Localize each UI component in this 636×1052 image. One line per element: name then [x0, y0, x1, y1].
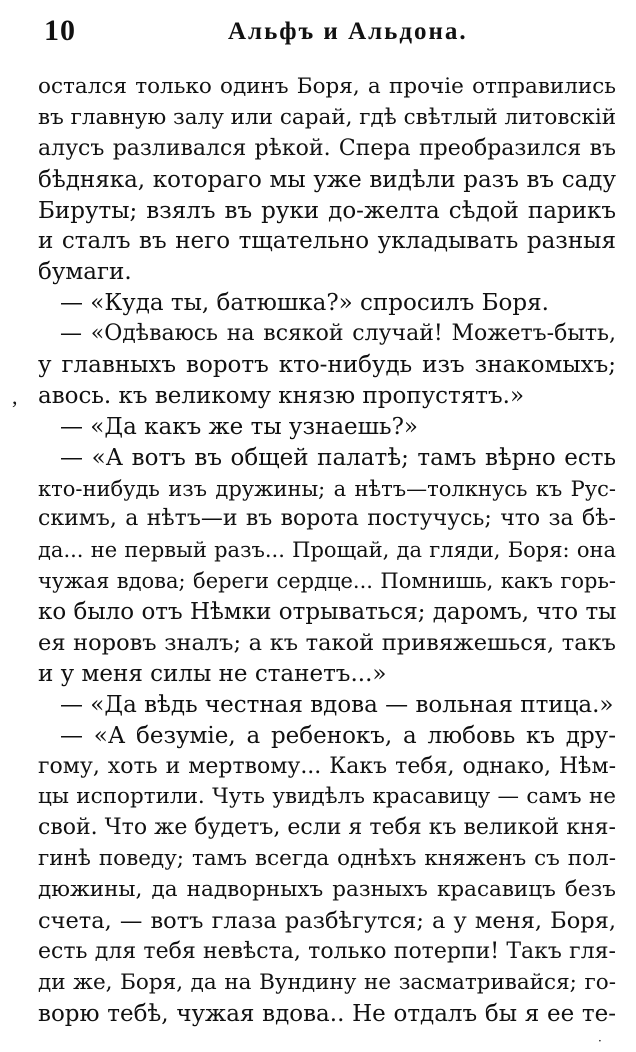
running-title: Альфъ и Альдона.	[228, 18, 468, 45]
text-line: авось. къ великому князю пропустятъ.»	[38, 382, 525, 409]
text-line: счета, — вотъ глаза разбѣгутся; а у меня, Боря,	[38, 908, 616, 935]
text-line: остался только одинъ Боря, а прочіе отправились	[38, 74, 616, 99]
text-line: бѣдняка, котораго мы уже видѣли разъ въ саду	[38, 166, 616, 193]
text-line: кто-нибудь изъ дружины; а нѣтъ—толкнусь къ Рус-	[38, 476, 616, 501]
text-line: дюжины, да надворныхъ разныхъ красавицъ безъ	[38, 877, 616, 903]
print-speck: ·	[598, 1034, 602, 1048]
text-line: — «Да какъ же ты узнаешь?»	[60, 413, 418, 440]
page-number: 10	[44, 14, 76, 47]
text-line: — «А вотъ въ общей палатѣ; тамъ вѣрно есть	[60, 444, 616, 471]
body-text	[38, 72, 616, 1030]
text-line: — «Одѣваюсь на всякой случай! Можетъ-быть,	[60, 321, 616, 347]
text-line: алусъ разливался рѣкой. Спера преобразился въ	[38, 135, 616, 161]
text-line: цы испортили. Чуть увидѣлъ красавицу — самъ не	[38, 784, 616, 810]
text-line: ея норовъ зналъ; а къ такой привяжешься, такъ	[38, 630, 616, 657]
text-line: ди же, Боря, да на Вундину не засматривайся; го-	[38, 969, 616, 995]
text-line: есть для тебя невѣста, только потерпи! Такъ гля-	[38, 938, 616, 964]
page-header	[44, 14, 614, 50]
margin-mark: ,	[12, 384, 18, 409]
text-line: чужая вдова; береги сердце... Помнишь, какъ горь-	[38, 569, 616, 594]
text-line: и у меня силы не станетъ...»	[38, 660, 387, 687]
text-line: да... не первый разъ... Прощай, да гляди, Боря: она	[38, 538, 616, 563]
text-line: бумаги.	[38, 259, 132, 286]
text-line: гому, хоть и мертвому... Какъ тебя, однако, Нѣм-	[38, 753, 616, 779]
text-line: свой. Что же будетъ, если я тебя къ великой кня-	[38, 815, 616, 841]
text-line: — «А безуміе, а ребенокъ, а любовь къ дру-	[60, 722, 616, 749]
text-line: Бируты; взялъ въ руки до-желта сѣдой парикъ	[38, 197, 616, 224]
text-line: гинѣ поведу; тамъ всегда однѣхъ княженъ съ пол-	[38, 846, 616, 872]
text-line: скимъ, а нѣтъ—и въ ворота постучусь; что за бѣ-	[38, 506, 616, 532]
text-line: ко было отъ Нѣмки отрываться; даромъ, что ты	[38, 599, 617, 626]
text-line: у главныхъ воротъ кто-нибудь изъ знакомыхъ;	[38, 352, 616, 379]
text-line: — «Да вѣдь честная вдова — вольная птица.»	[60, 691, 614, 718]
text-line: и сталъ въ него тщательно укладывать разныя	[38, 228, 616, 255]
text-line: ворю тебѣ, чужая вдова.. Не отдалъ бы я ее те-	[38, 1000, 616, 1027]
text-line: въ главную залу или сарай, гдѣ свѣтлый литовскій	[38, 104, 617, 130]
text-line: — «Куда ты, батюшка?» спросилъ Боря.	[60, 290, 549, 317]
